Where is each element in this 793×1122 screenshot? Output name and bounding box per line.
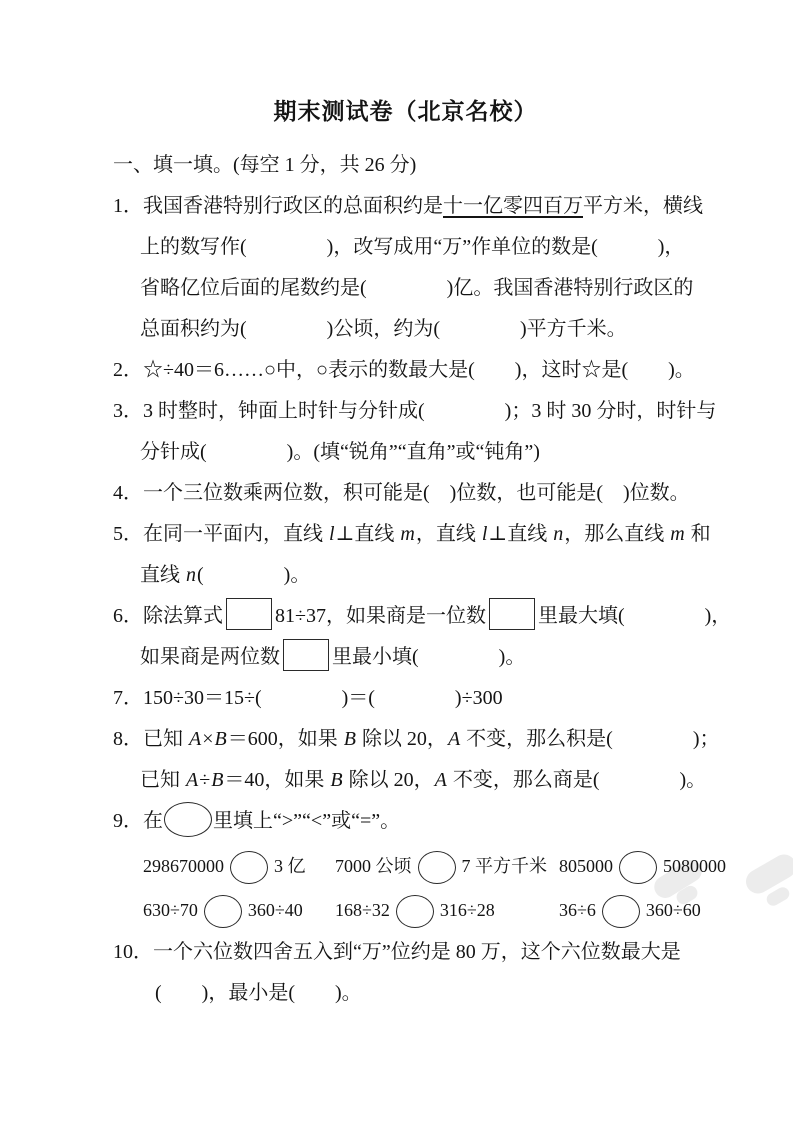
text-run: 里最小填( )。: [332, 646, 526, 668]
question-line: [113, 350, 698, 391]
comparison-cell: [143, 844, 335, 888]
answer-circle: [602, 895, 640, 928]
math-variable: m: [400, 523, 415, 545]
answer-circle: [230, 851, 268, 884]
text-run: ⊥直线: [335, 523, 400, 545]
text-run: ×: [202, 728, 214, 750]
math-variable: B: [214, 728, 227, 750]
expression-left: 298670000: [143, 856, 224, 876]
answer-circle: [619, 851, 657, 884]
underlined-number: 十一亿零四百万: [443, 195, 583, 217]
math-variable: A: [189, 728, 202, 750]
question-line: [113, 801, 698, 842]
question-line: [113, 473, 698, 514]
text-run: 里最大填( )，: [537, 605, 732, 627]
text-run: ，直线: [415, 523, 481, 545]
text-run: 总面积约为( )公顷，约为( )平方千米。: [140, 318, 627, 340]
question-line: [113, 719, 720, 760]
question-line: [113, 637, 698, 678]
expression-left: 805000: [559, 856, 613, 876]
text-run: ＝600，如果: [227, 728, 343, 750]
text-run: 平方米，横线: [583, 195, 703, 217]
text-run: 和: [685, 523, 711, 545]
text-run: 8．已知: [113, 728, 188, 750]
question-line: [113, 932, 698, 973]
text-run: 已知: [140, 769, 185, 791]
text-run: 9．在: [113, 810, 163, 832]
text-run: 1．我国香港特别行政区的总面积约是: [113, 195, 443, 217]
expression-right: 360÷60: [645, 900, 701, 920]
paper-content: [113, 96, 732, 1014]
blank-box: [226, 598, 272, 630]
question-line: [113, 309, 698, 350]
section-one-heading: 一、填一填。(每空 1 分，共 26 分): [113, 154, 417, 176]
text-run: ( )。: [197, 564, 311, 586]
math-variable: B: [343, 728, 356, 750]
math-variable: l: [329, 523, 335, 545]
question-line: [113, 227, 698, 268]
comparison-cell: [559, 844, 726, 888]
question-line: [113, 432, 698, 473]
comparison-cell: [335, 844, 559, 888]
text-run: 6．除法算式: [113, 605, 223, 627]
text-run: 4．一个三位数乘两位数，积可能是( )位数，也可能是( )位数。: [113, 482, 690, 504]
comparison-cell: [143, 888, 335, 932]
expression-left: 630÷70: [143, 900, 198, 920]
question-line: [113, 514, 711, 555]
expression-left: 36÷6: [559, 900, 596, 920]
text-run: 里填上“>”“<”或“=”。: [213, 810, 401, 832]
expression-right: 316÷28: [439, 900, 495, 920]
question-line: [113, 555, 698, 596]
blank-box: [283, 639, 329, 671]
blank-box: [489, 598, 535, 630]
expression-right: 360÷40: [247, 900, 303, 920]
expression-right: 7 平方千米: [461, 856, 547, 876]
text-run: 3．3 时整时，钟面上时针与分针成( )；3 时 30 分时，时针与: [113, 400, 717, 422]
question-line: [113, 186, 703, 227]
comparison-cell: [559, 888, 726, 932]
text-run: ＝40，如果: [224, 769, 330, 791]
question-line: [113, 268, 698, 309]
comparison-cell: [335, 888, 559, 932]
text-run: 10．一个六位数四舍五入到“万”位约是 80 万，这个六位数最大是: [113, 941, 681, 963]
text-run: 2．☆÷40＝6……○中，○表示的数最大是( )，这时☆是( )。: [113, 359, 695, 381]
text-run: 不变，那么积是( )；: [461, 728, 720, 750]
math-variable: B: [330, 769, 343, 791]
text-run: 直线: [140, 564, 185, 586]
expression-left: 168÷32: [335, 900, 390, 920]
text-run: ，那么直线: [564, 523, 670, 545]
math-variable: m: [670, 523, 685, 545]
question-line: [113, 391, 717, 432]
question-line: [113, 760, 707, 801]
text-run: 省略亿位后面的尾数约是( )亿。我国香港特别行政区的: [140, 277, 694, 299]
text-run: ÷: [199, 769, 211, 791]
math-variable: A: [447, 728, 461, 750]
answer-circle: [396, 895, 434, 928]
question-line: [113, 596, 732, 637]
math-variable: l: [481, 523, 488, 545]
page-title: 期末测试卷（北京名校）: [273, 99, 538, 124]
text-run: 如果商是两位数: [140, 646, 280, 668]
text-run: 5．在同一平面内，直线: [113, 523, 328, 545]
question-line: [113, 678, 698, 719]
text-run: 分针成( )。(填“锐角”“直角”或“钝角”): [140, 441, 540, 463]
text-run: 上的数写作( )，改写成用“万”作单位的数是( )，: [140, 236, 685, 258]
question-line: [113, 973, 698, 1014]
math-variable: n: [553, 523, 564, 545]
answer-circle: [164, 802, 212, 837]
expression-right: 5080000: [663, 856, 726, 876]
text-run: ( )，最小是( )。: [155, 982, 362, 1004]
math-variable: B: [211, 769, 224, 791]
text-run: ⊥直线: [488, 523, 553, 545]
expression-left: 7000 公顷: [335, 856, 412, 876]
text-run: 除以 20，: [356, 728, 447, 750]
answer-circle: [418, 851, 456, 884]
math-variable: A: [186, 769, 199, 791]
expression-right: 3 亿: [274, 856, 306, 876]
comparison-grid: [143, 844, 726, 932]
text-run: 不变，那么商是( )。: [447, 769, 707, 791]
text-run: 81÷37，如果商是一位数: [275, 605, 486, 627]
text-run: 7．150÷30＝15÷( )＝( )÷300: [113, 687, 503, 709]
question-list: [113, 186, 732, 1014]
math-variable: n: [186, 564, 196, 586]
answer-circle: [204, 895, 242, 928]
text-run: 除以 20，: [343, 769, 434, 791]
math-variable: A: [434, 769, 447, 791]
